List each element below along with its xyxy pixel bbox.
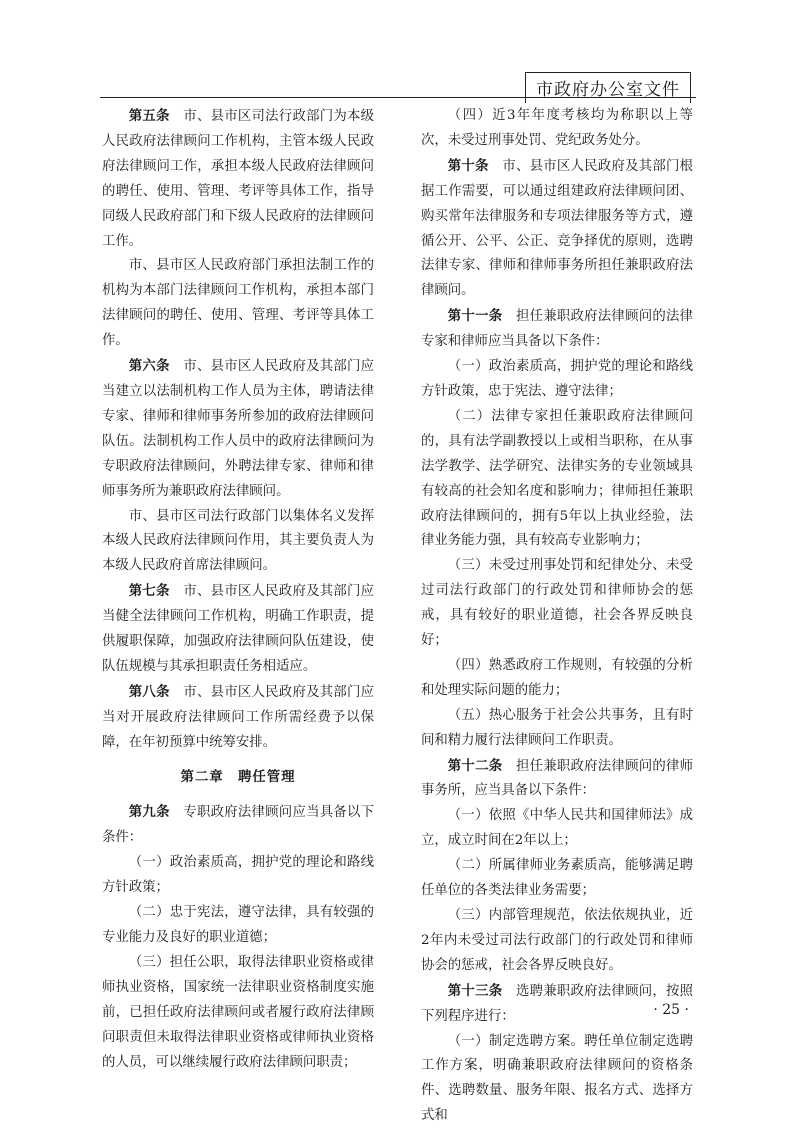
paragraph bbox=[102, 800, 374, 851]
page-number: · 25 · bbox=[653, 1002, 689, 1018]
article-number: 第八条 bbox=[128, 683, 170, 700]
paragraph-text: 市、县市区人民政府及其部门应当建立以法制机构工作人员为主体，聘请法律专家、律师和律师事务所参加的政府法律顾问队伍。法制机构工作人员中的政府法律顾问为专职政府法律顾问，外聘法律专家、律师和律师事务所为兼职政府法律顾问。 bbox=[102, 359, 375, 499]
paragraph-text: （二）法律专家担任兼职政府法律顾问的，具有法学副教授以上或相当职称，在从事法学教学、法学研究、法律实务的专业领域具有较高的社会知名度和影响力；律师担任兼职政府法律顾问的，拥有5年以上执业经验，法律业务能力强，具有较高专业影响力； bbox=[421, 408, 693, 549]
paragraph bbox=[421, 554, 693, 654]
paragraph bbox=[102, 901, 374, 951]
paragraph bbox=[421, 704, 693, 754]
paragraph-text: （一）制定选聘方案。聘任单位制定选聘工作方案，明确兼职政府法律顾问的资格条件、选聘数量、服务年限、报名方式、选择方式和 bbox=[421, 1033, 693, 1124]
paragraph bbox=[421, 405, 693, 554]
paragraph bbox=[102, 951, 374, 1076]
paragraph-text: （二）所属律师业务素质高，能够满足聘任单位的各类法律业务需要； bbox=[421, 858, 693, 899]
paragraph-text: （一）依照《中华人民共和国律师法》成立，成立时间在2年以上； bbox=[421, 808, 693, 849]
article-number: 第十二条 bbox=[447, 757, 503, 774]
paragraph bbox=[421, 104, 693, 154]
left-articles-after-chapter bbox=[102, 800, 374, 1075]
paragraph bbox=[421, 304, 693, 355]
paragraph bbox=[102, 680, 374, 756]
article-number: 第十三条 bbox=[447, 982, 503, 999]
chapter-title: 第二章 聘任管理 bbox=[180, 769, 296, 785]
paragraph bbox=[102, 851, 374, 901]
article-number: 第十条 bbox=[447, 157, 489, 174]
paragraph bbox=[421, 355, 693, 405]
paragraph bbox=[102, 254, 374, 354]
paragraph-text: （五）热心服务于社会公共事务，且有时间和精力履行法律顾问工作职责。 bbox=[421, 707, 693, 748]
paragraph-text: 市、县市区人民政府部门承担法制工作的机构为本部门法律顾问工作机构，承担本部门法律顾问的聘任、使用、管理、考评等具体工作。 bbox=[102, 258, 374, 349]
paragraph-text: 市、县市区司法行政部门为本级人民政府法律顾问工作机构，主管本级人民政府法律顾问工作，承担本级人民政府法律顾问的聘任、使用、管理、考评等具体工作，指导同级人民政府部门和下级人民政府的法律顾问工作。 bbox=[102, 109, 375, 249]
paragraph bbox=[421, 754, 693, 805]
paragraph-text: 担任兼职政府法律顾问的律师事务所，应当具备以下条件： bbox=[421, 758, 694, 799]
paragraph-text: 选聘兼职政府法律顾问，按照下列程序进行： bbox=[421, 983, 694, 1024]
paragraph bbox=[421, 904, 693, 979]
paragraph bbox=[421, 654, 693, 704]
paragraph bbox=[102, 354, 374, 504]
paragraph bbox=[421, 979, 693, 1030]
paragraph bbox=[102, 505, 374, 580]
paragraph-text: 市、县市区人民政府及其部门根据工作需要，可以通过组建政府法律顾问团、购买常年法律服务和专项法律服务等方式，遵循公开、公平、公正、竞争择优的原则，选聘法律专家、律师和律师事务所担任兼职政府法律顾问。 bbox=[421, 158, 694, 299]
article-number: 第九条 bbox=[128, 804, 170, 821]
paragraph-text: （四）近3年年度考核均为称职以上等次，未受过刑事处罚、党纪政务处分。 bbox=[421, 108, 693, 148]
paragraph bbox=[421, 1030, 693, 1129]
left-articles bbox=[102, 104, 374, 756]
left-column bbox=[102, 104, 374, 1075]
article-number: 第五条 bbox=[128, 108, 170, 124]
paragraph bbox=[421, 854, 693, 904]
document-category-title: 市政府办公室文件 bbox=[525, 72, 691, 103]
article-number: 第七条 bbox=[128, 583, 170, 600]
paragraph-text: （四）熟悉政府工作规则，有较强的分析和处理实际问题的能力； bbox=[421, 657, 693, 698]
paragraph-text: （一）政治素质高，拥护党的理论和路线方针政策，忠于宪法、遵守法律； bbox=[421, 359, 693, 399]
paragraph-text: （二）忠于宪法，遵守法律，具有较强的专业能力及良好的职业道德； bbox=[102, 905, 374, 945]
paragraph bbox=[421, 154, 693, 304]
paragraph-text: 市、县市区人民政府及其部门应当健全法律顾问工作机构，明确工作职责，提供履职保障，加强政府法律顾问队伍建设，使队伍规模与其承担职责任务相适应。 bbox=[102, 584, 375, 674]
paragraph-text: 市、县市区人民政府及其部门应当对开展政府法律顾问工作所需经费予以保障，在年初预算中统筹安排。 bbox=[102, 684, 375, 750]
paragraph-text: 专职政府法律顾问应当具备以下条件： bbox=[102, 805, 375, 846]
paragraph-text: （三）内部管理规范，依法依规执业，近2年内未受过司法行政部门的行政处罚和律师协会的惩戒，社会各界反映良好。 bbox=[421, 908, 693, 973]
header-rule bbox=[100, 97, 696, 98]
right-column bbox=[421, 104, 693, 1129]
paragraph-text: （三）担任公职，取得法律职业资格或律师执业资格，国家统一法律职业资格制度实施前，已担任政府法律顾问或者履行政府法律顾问职责但未取得法律职业资格或律师执业资格的人员，可以继续履行政府法律顾问职责； bbox=[102, 954, 374, 1070]
article-number: 第六条 bbox=[128, 358, 170, 375]
paragraph-text: （一）政治素质高，拥护党的理论和路线方针政策； bbox=[102, 855, 374, 896]
right-articles bbox=[421, 104, 693, 1129]
paragraph-text: （三）未受过刑事处罚和纪律处分、未受过司法行政部门的行政处罚和律师协会的惩戒，具有较好的职业道德，社会各界反映良好； bbox=[421, 558, 693, 649]
paragraph-text: 担任兼职政府法律顾问的法律专家和律师应当具备以下条件： bbox=[421, 309, 694, 350]
paragraph bbox=[102, 104, 374, 254]
paragraph bbox=[102, 579, 374, 680]
paragraph bbox=[421, 804, 693, 854]
paragraph-text: 市、县市区司法行政部门以集体名义发挥本级人民政府法律顾问作用，其主要负责人为本级人民政府首席法律顾问。 bbox=[102, 508, 374, 574]
article-number: 第十一条 bbox=[447, 308, 503, 325]
